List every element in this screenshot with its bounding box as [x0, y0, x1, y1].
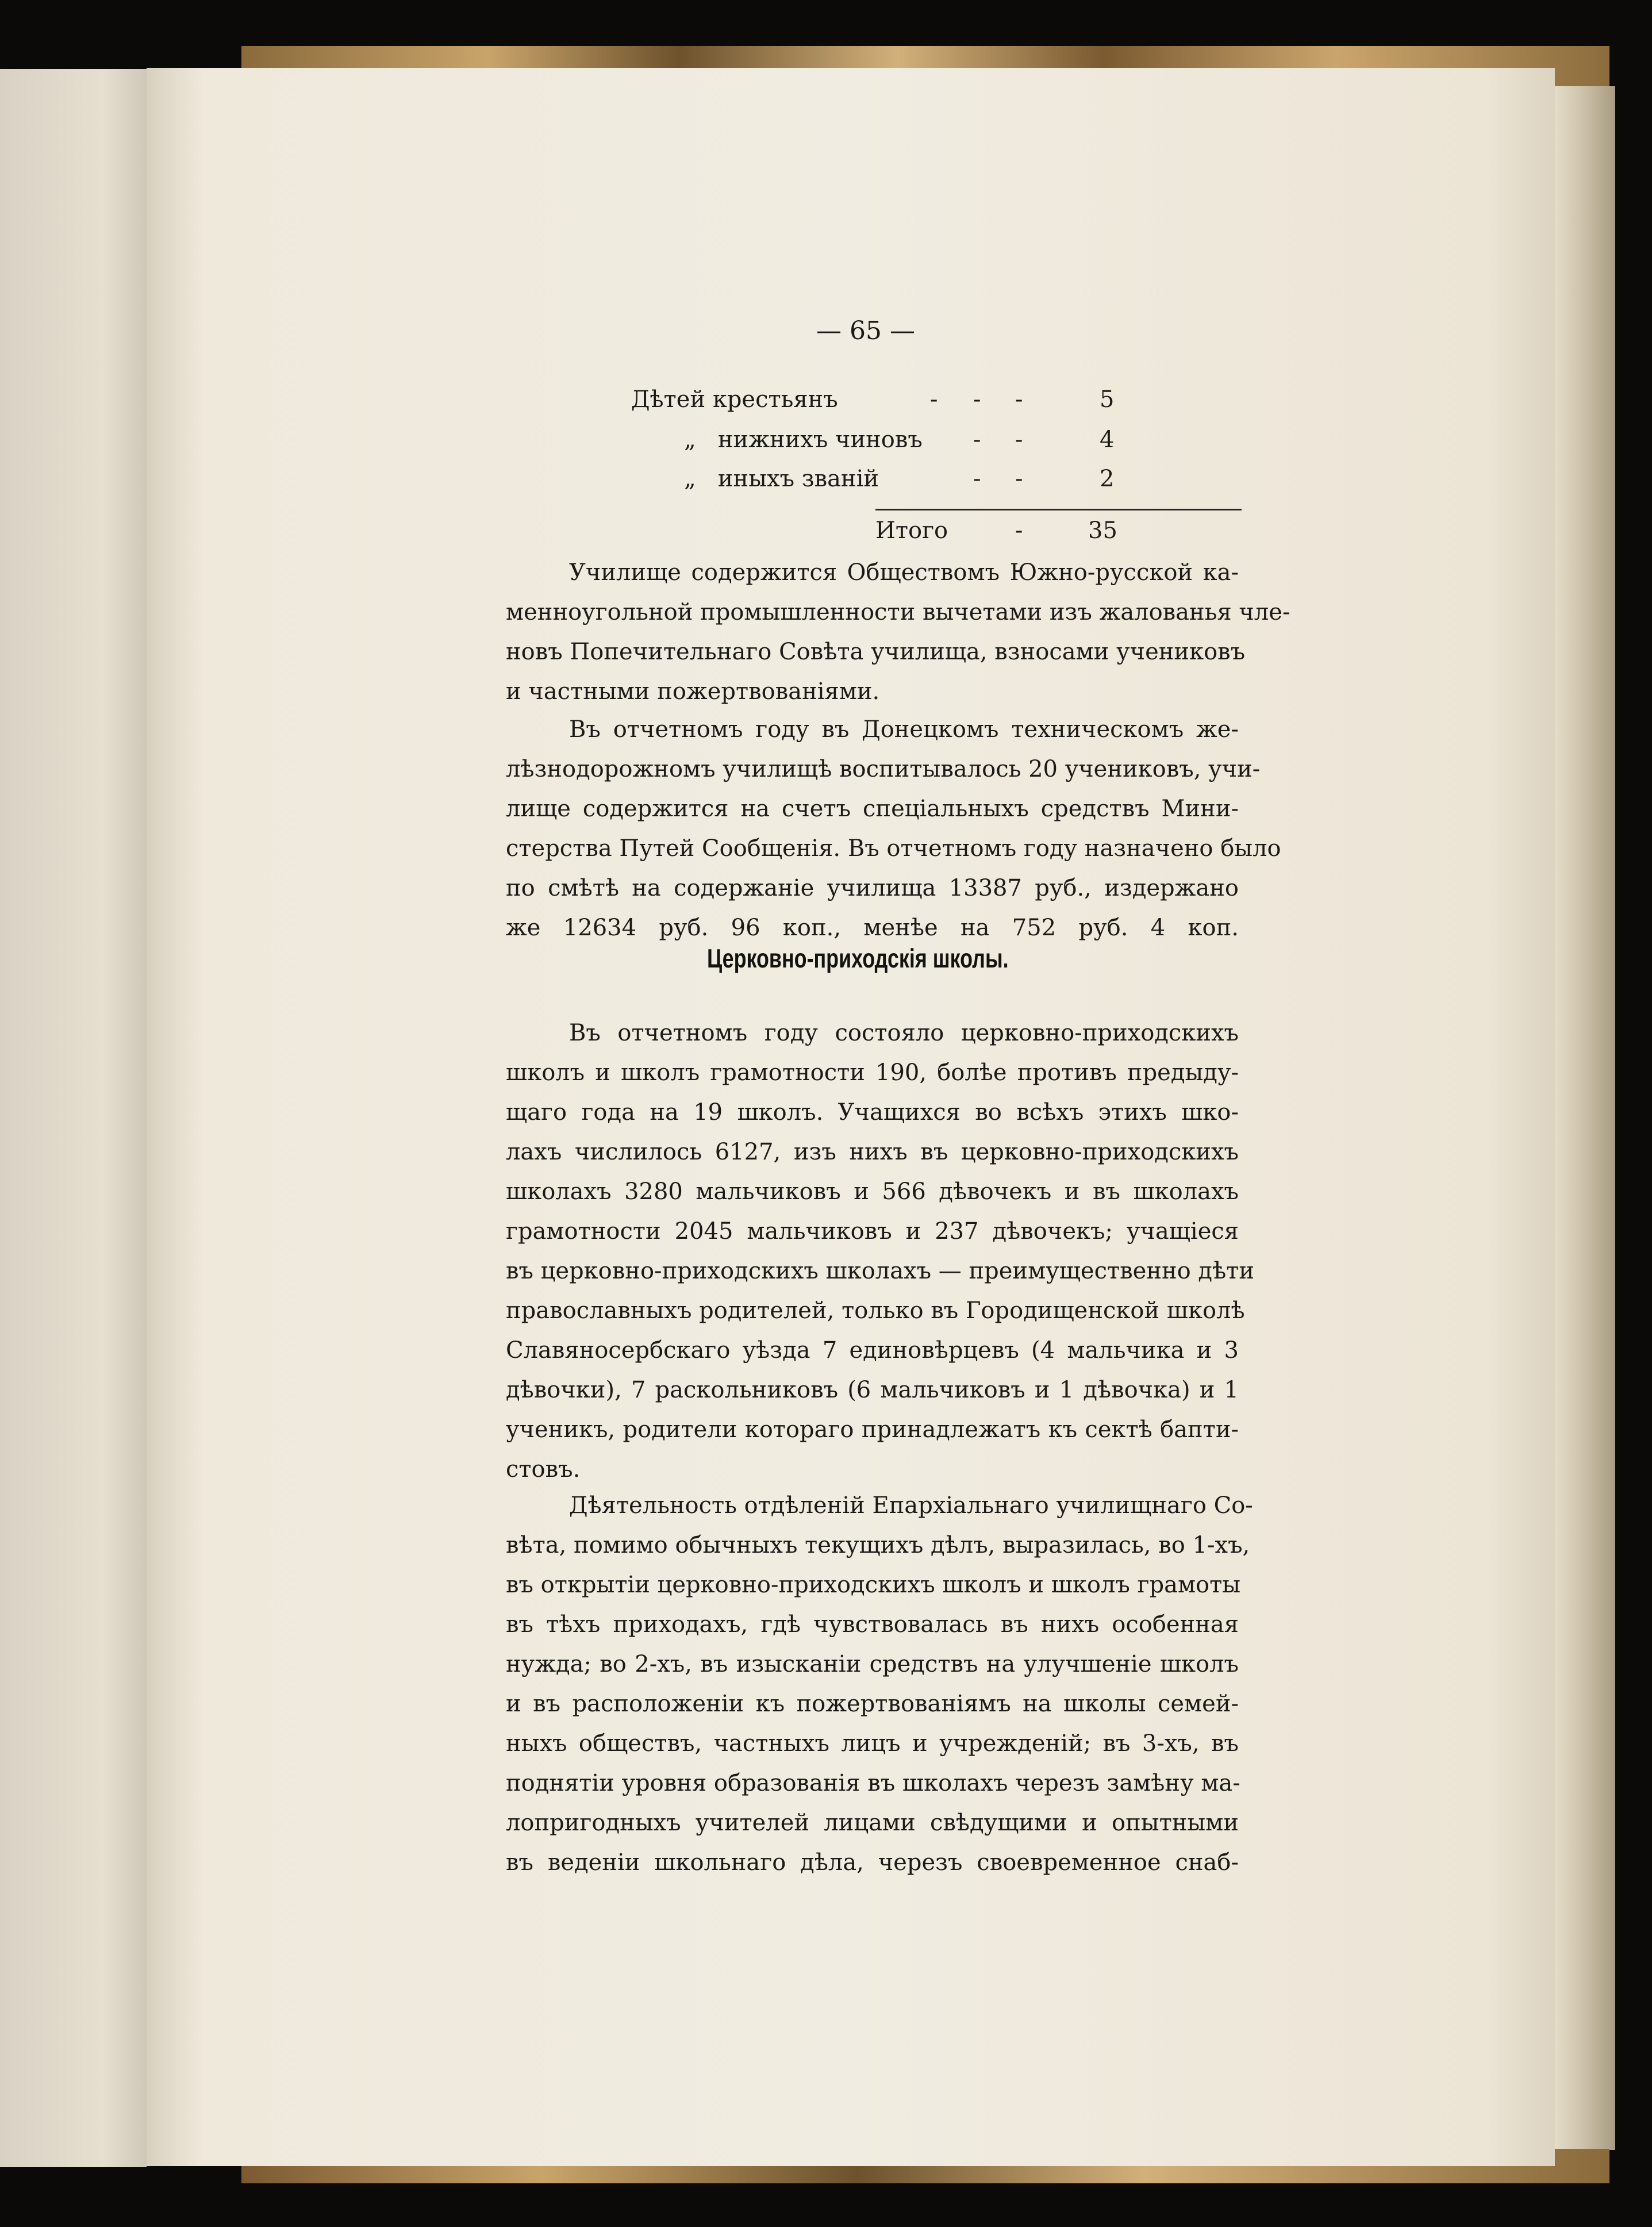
text-line: ныхъ обществъ, частныхъ лицъ и учрежденій; въ 3-хъ, въ [506, 1730, 1239, 1757]
stats-row-dash: - [973, 427, 981, 453]
text-line: Въ отчетномъ году въ Донецкомъ техническомъ же- [569, 716, 1239, 743]
left-page-edge [0, 69, 147, 2167]
stats-total-value: 35 [1088, 517, 1117, 544]
text-line: по смѣтѣ на содержаніе училища 13387 руб., издержано [506, 875, 1239, 901]
stats-total-row [631, 517, 1242, 556]
stats-row-value: 2 [1100, 466, 1115, 492]
stats-total-dash: - [1015, 517, 1023, 544]
text-line: и частными пожертвованіями. [506, 678, 880, 705]
stats-row [631, 386, 1242, 425]
text-line: щаго года на 19 школъ. Учащихся во всѣхъ этихъ шко- [506, 1099, 1239, 1126]
text-line: поднятіи уровня образованія въ школахъ черезъ замѣну ма- [506, 1770, 1240, 1796]
stats-row-dash: - [1015, 466, 1023, 492]
text-line: нужда; во 2-хъ, въ изысканіи средствъ на улучшеніе школъ [506, 1651, 1239, 1677]
stats-row-dash: - [973, 386, 981, 413]
text-line: въ тѣхъ приходахъ, гдѣ чувствовалась въ нихъ особенная [506, 1611, 1239, 1638]
text-line: стерства Путей Сообщенія. Въ отчетномъ году назначено было [506, 835, 1281, 862]
stats-row-dash: - [930, 386, 938, 413]
text-line: Въ отчетномъ году состояло церковно-приходскихъ [569, 1020, 1239, 1046]
text-line: же 12634 руб. 96 коп., менѣе на 752 руб. 4 коп. [506, 915, 1239, 941]
text-line: школахъ 3280 мальчиковъ и 566 дѣвочекъ и въ школахъ [506, 1178, 1239, 1205]
stats-row [631, 466, 1242, 505]
stats-row [631, 427, 1242, 466]
paragraph-parish-schools [506, 1013, 1254, 1489]
stats-row-value: 5 [1100, 386, 1115, 413]
text-line: дѣвочки), 7 раскольниковъ (6 мальчиковъ и 1 дѣвочка) и 1 [506, 1377, 1239, 1403]
text-line: въ открытіи церковно-приходскихъ школъ и школъ грамоты [506, 1572, 1241, 1598]
text-line: школъ и школъ грамотности 190, болѣе противъ предыду- [506, 1059, 1239, 1086]
section-heading: Церковно-приходскія школы. [707, 943, 1009, 973]
text-line: и въ расположеніи къ пожертвованіямъ на школы семей- [506, 1691, 1239, 1717]
stats-row-dash: - [1015, 427, 1023, 453]
stats-row-dash: - [973, 466, 981, 492]
page-stack-edge [1552, 86, 1615, 2150]
text-line: Училище содержится Обществомъ Южно-русской ка- [569, 559, 1239, 586]
text-line: лище содержится на счетъ спеціальныхъ средствъ Мини- [506, 796, 1239, 822]
text-line: православныхъ родителей, только въ Городищенской школѣ [506, 1297, 1245, 1324]
page-number: — 65 — [816, 316, 915, 345]
text-line: грамотности 2045 мальчиковъ и 237 дѣвочекъ; учащіеся [506, 1218, 1239, 1245]
stats-row-label: „ иныхъ званій [684, 466, 879, 492]
total-rule [875, 509, 1242, 510]
text-line: въ веденіи школьнаго дѣла, черезъ своевременное снаб- [506, 1849, 1239, 1876]
paragraph-council-activity [506, 1486, 1253, 1883]
stats-total-label: Итого [875, 517, 948, 544]
stats-row-dash: - [1015, 386, 1023, 413]
paragraph-donetsk-school [506, 710, 1281, 948]
text-line: въ церковно-приходскихъ школахъ — преимущественно дѣти [506, 1258, 1254, 1284]
text-line: Дѣятельность отдѣленій Епархіальнаго училищнаго Со- [569, 1492, 1253, 1519]
text-line: новъ Попечительнаго Совѣта училища, взносами учениковъ [506, 639, 1246, 665]
text-line: лахъ числилось 6127, изъ нихъ въ церковно-приходскихъ [506, 1139, 1239, 1165]
text-line: ученикъ, родители котораго принадлежатъ къ сектѣ бапти- [506, 1416, 1239, 1443]
text-line: стовъ. [506, 1456, 581, 1483]
text-line: лопригодныхъ учителей лицами свѣдущими и опытными [506, 1810, 1239, 1836]
text-line: вѣта, помимо обычныхъ текущихъ дѣлъ, выразилась, во 1-хъ, [506, 1532, 1250, 1558]
text-line: Славяносербскаго уѣзда 7 единовѣрцевъ (4 мальчика и 3 [506, 1337, 1239, 1364]
text-line: лѣзнодорожномъ училищѣ воспитывалось 20 учениковъ, учи- [506, 756, 1261, 782]
stats-row-label: Дѣтей крестьянъ [631, 386, 838, 413]
stats-row-label: „ нижнихъ чиновъ [684, 427, 923, 453]
stats-row-value: 4 [1100, 427, 1115, 453]
text-line: менноугольной промышленности вычетами изъ жалованья чле- [506, 599, 1290, 625]
paragraph-funding [506, 553, 1290, 712]
